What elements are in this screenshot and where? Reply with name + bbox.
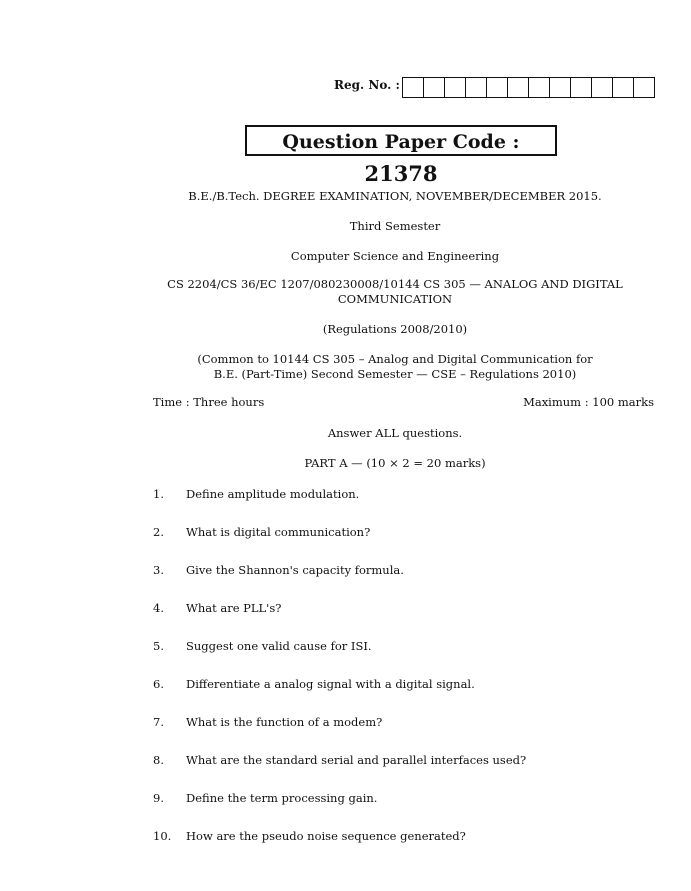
reg-no-box <box>445 78 466 97</box>
reg-no-box <box>571 78 592 97</box>
question-item <box>153 639 372 653</box>
question-text: What is the function of a modem? <box>186 715 383 729</box>
question-text: What are PLL's? <box>186 601 282 615</box>
question-item <box>153 677 475 691</box>
question-number: 6. <box>153 677 164 691</box>
question-text: What are the standard serial and parallel interfaces used? <box>186 753 527 767</box>
reg-no-boxes <box>402 77 655 98</box>
question-item <box>153 715 382 729</box>
reg-no-box <box>403 78 424 97</box>
semester: Third Semester <box>349 219 441 233</box>
part-a-heading: PART A — (10 × 2 = 20 marks) <box>304 456 486 470</box>
reg-no-box <box>529 78 550 97</box>
question-number: 1. <box>153 487 164 501</box>
reg-no-box <box>592 78 613 97</box>
question-item <box>153 753 526 767</box>
time: Time : Three hours <box>153 395 265 409</box>
code-label: Question Paper Code : <box>282 131 520 153</box>
question-number: 9. <box>153 791 164 805</box>
question-text: How are the pseudo noise sequence generated? <box>186 829 466 843</box>
question-number: 10. <box>153 829 172 843</box>
reg-no-box <box>424 78 445 97</box>
code-value: 21378 <box>364 161 438 186</box>
question-item <box>153 829 466 843</box>
question-item <box>153 601 281 615</box>
reg-no-box <box>487 78 508 97</box>
question-text: Give the Shannon's capacity formula. <box>186 563 404 577</box>
reg-no-box <box>634 78 654 97</box>
reg-no-box <box>550 78 571 97</box>
department: Computer Science and Engineering <box>290 249 500 263</box>
max-marks: Maximum : 100 marks <box>523 395 654 409</box>
question-number: 7. <box>153 715 164 729</box>
question-text: Define amplitude modulation. <box>186 487 360 501</box>
reg-no-box <box>508 78 529 97</box>
question-number: 8. <box>153 753 164 767</box>
question-text: What is digital communication? <box>186 525 371 539</box>
reg-no-label: Reg. No. : <box>334 78 400 92</box>
question-text: Differentiate a analog signal with a digital signal. <box>186 677 475 691</box>
question-number: 5. <box>153 639 164 653</box>
question-number: 2. <box>153 525 164 539</box>
question-number: 4. <box>153 601 164 615</box>
common-line-1: (Common to 10144 CS 305 – Analog and Digital Communication for <box>197 352 593 366</box>
question-item <box>153 563 404 577</box>
question-number: 3. <box>153 563 164 577</box>
regulations: (Regulations 2008/2010) <box>322 322 468 336</box>
question-item <box>153 487 359 501</box>
reg-no-box <box>466 78 487 97</box>
question-paper-code <box>245 125 557 186</box>
question-item <box>153 525 370 539</box>
subject-line-1: CS 2204/CS 36/EC 1207/080230008/10144 CS 305 — ANALOG AND DIGITAL <box>167 277 623 291</box>
question-text: Define the term processing gain. <box>186 791 378 805</box>
instruction: Answer ALL questions. <box>327 426 463 440</box>
subject-line-2: COMMUNICATION <box>337 292 453 306</box>
reg-no-box <box>613 78 634 97</box>
exam-title: B.E./B.Tech. DEGREE EXAMINATION, NOVEMBER/DECEMBER 2015. <box>188 189 602 203</box>
question-item <box>153 791 377 805</box>
common-line-2: B.E. (Part-Time) Second Semester — CSE – Regulations 2010) <box>213 367 577 381</box>
question-text: Suggest one valid cause for ISI. <box>186 639 372 653</box>
